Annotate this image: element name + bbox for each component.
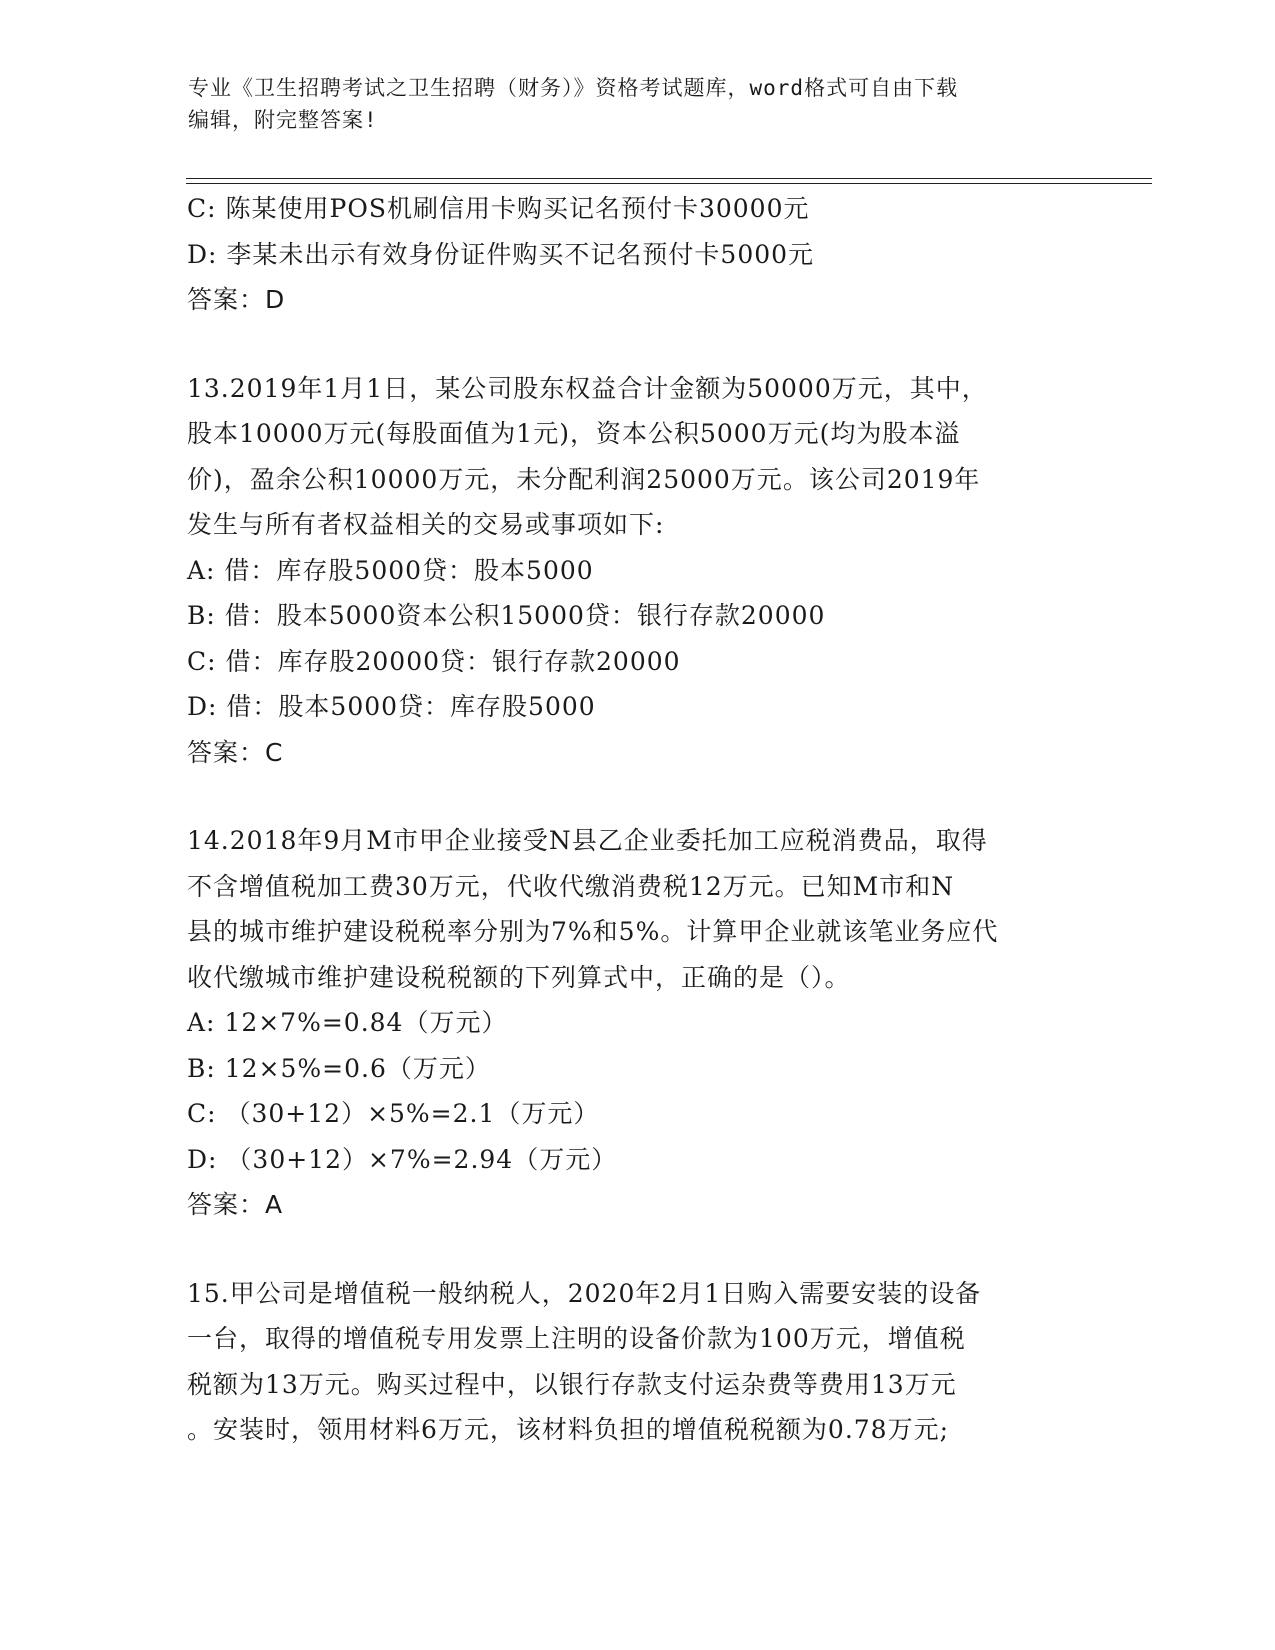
question-15	[187, 1271, 1087, 1453]
option-a: A: 借：库存股5000贷：股本5000	[187, 555, 594, 585]
question-stem-line: 14.2018年9月M市甲企业接受N县乙企业委托加工应税消费品，取得	[187, 826, 988, 855]
option-d: D: 李某未出示有效身份证件购买不记名预付卡5000元	[187, 239, 815, 269]
question-stem-line: 股本10000万元(每股面值为1元)，资本公积5000万元(均为股本溢	[187, 419, 961, 448]
answer-line: 答案：C	[187, 737, 284, 767]
answer-line: 答案：A	[187, 1190, 284, 1219]
question-stem-line: 发生与所有者权益相关的交易或事项如下:	[187, 510, 665, 539]
question-stem-line: 税额为13万元。购买过程中，以银行存款支付运杂费等费用13万元	[187, 1369, 957, 1399]
spacer	[187, 323, 1087, 366]
option-c: C: （30+12）×5%=2.1（万元）	[187, 1099, 600, 1128]
option-d: D: 借：股本5000贷：库存股5000	[187, 692, 596, 721]
header-title-line-1: 专业《卫生招聘考试之卫生招聘（财务）》资格考试题库，word格式可自由下载	[188, 76, 959, 100]
answer-line: 答案：D	[187, 285, 286, 314]
option-b: B: 12×5%=0.6（万元）	[187, 1053, 491, 1083]
header-title-line-2: 编辑，附完整答案!	[188, 108, 378, 132]
question-stem-line: 15.甲公司是增值税一般纳税人，2020年2月1日购入需要安装的设备	[187, 1278, 982, 1308]
prev-question-options	[187, 186, 1087, 277]
option-d: D: （30+12）×7%=2.94（万元）	[187, 1144, 618, 1174]
option-b: B: 借：股本5000资本公积15000贷：银行存款20000	[187, 601, 826, 630]
spacer	[187, 775, 1087, 818]
document-body	[187, 186, 1087, 1453]
question-stem-line: 13.2019年1月1日，某公司股东权益合计金额为50000万元，其中，	[187, 373, 988, 403]
spacer	[187, 1228, 1087, 1271]
question-stem-line: 县的城市维护建设税税率分别为7%和5%。计算甲企业就该笔业务应代	[187, 917, 999, 946]
question-stem-line: 。安装时，领用材料6万元，该材料负担的增值税税额为0.78万元;	[187, 1415, 949, 1444]
question-stem-line: 不含增值税加工费30万元，代收代缴消费税12万元。已知M市和N	[187, 871, 955, 901]
question-stem-line: 收代缴城市维护建设税税额的下列算式中，正确的是（）。	[187, 962, 851, 992]
option-c: C: 借：库存股20000贷：银行存款20000	[187, 646, 681, 676]
header-divider-top	[186, 178, 1152, 179]
question-stem-line: 价)，盈余公积10000万元，未分配利润25000万元。该公司2019年	[187, 464, 981, 494]
question-stem-line: 一台，取得的增值税专用发票上注明的设备价款为100万元，增值税	[187, 1324, 966, 1353]
page-header	[188, 72, 1068, 136]
header-divider-bottom	[186, 183, 1152, 184]
question-14	[187, 818, 1087, 1228]
question-13	[187, 366, 1087, 776]
option-a: A: 12×7%=0.84（万元）	[187, 1008, 508, 1037]
option-c: C: 陈某使用POS机刷信用卡购买记名预付卡30000元	[187, 194, 810, 223]
